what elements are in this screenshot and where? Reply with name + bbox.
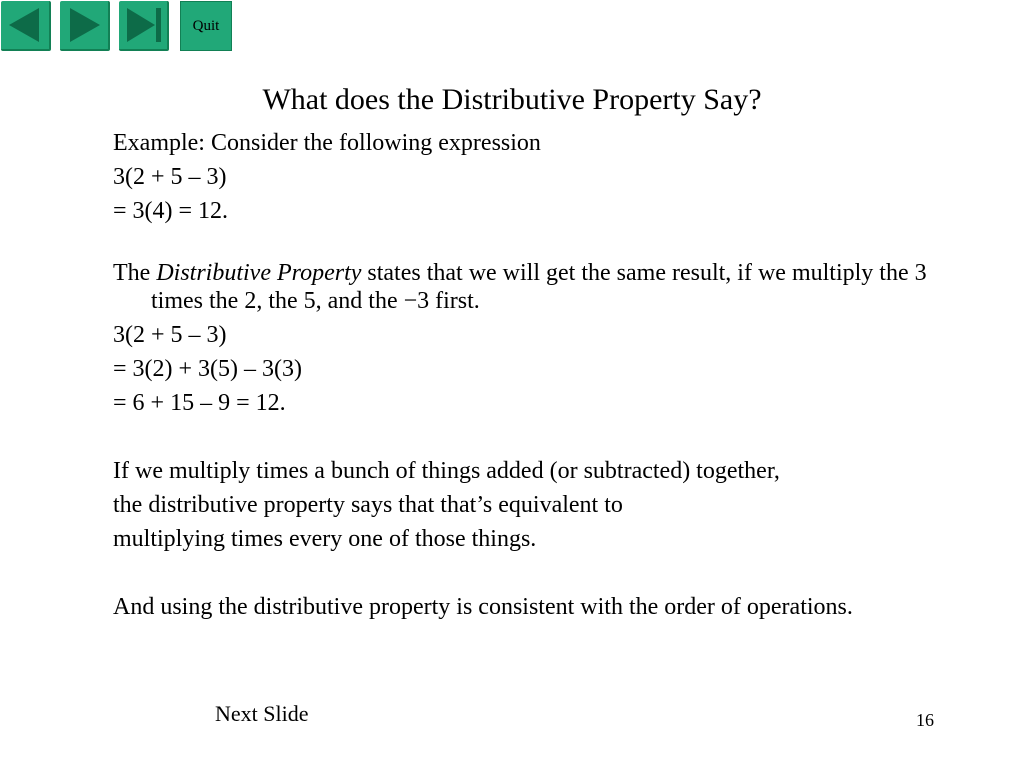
property-statement <box>113 259 933 315</box>
distributed-expression: 3(2 + 5 – 3) <box>113 322 227 348</box>
explanation-line-2: the distributive property says that that’s equivalent to <box>113 492 623 518</box>
next-slide-button[interactable] <box>60 1 110 51</box>
quit-button[interactable]: Quit <box>180 1 232 51</box>
distributed-step-1: = 3(2) + 3(5) – 3(3) <box>113 356 303 382</box>
last-slide-button[interactable] <box>119 1 169 51</box>
previous-slide-button[interactable] <box>1 1 51 51</box>
next-slide-link[interactable]: Next Slide <box>215 701 309 726</box>
statement-prefix: The <box>113 260 157 286</box>
explanation-line-3: multiplying times every one of those things. <box>113 526 537 552</box>
result-line: = 3(4) = 12. <box>113 198 229 224</box>
conclusion-paragraph: And using the distributive property is consistent with the order of operations. <box>113 594 853 620</box>
last-slide-icon <box>119 1 167 49</box>
example-line: Example: Consider the following expression <box>113 130 541 156</box>
slide-body <box>113 129 933 621</box>
property-term: Distributive Property <box>156 260 362 286</box>
previous-slide-icon <box>1 1 49 49</box>
explanation-line-1: If we multiply times a bunch of things added (or subtracted) together, <box>113 458 780 484</box>
distributed-step-2: = 6 + 15 – 9 = 12. <box>113 390 286 416</box>
slide-title: What does the Distributive Property Say? <box>262 83 762 116</box>
statement-rest: states that we will get the same result, if we multiply the 3 times the 2, the 5, and the −3 first. <box>151 260 927 314</box>
page-number: 16 <box>916 710 934 730</box>
next-slide-icon <box>60 1 108 49</box>
expression-line: 3(2 + 5 – 3) <box>113 164 227 190</box>
